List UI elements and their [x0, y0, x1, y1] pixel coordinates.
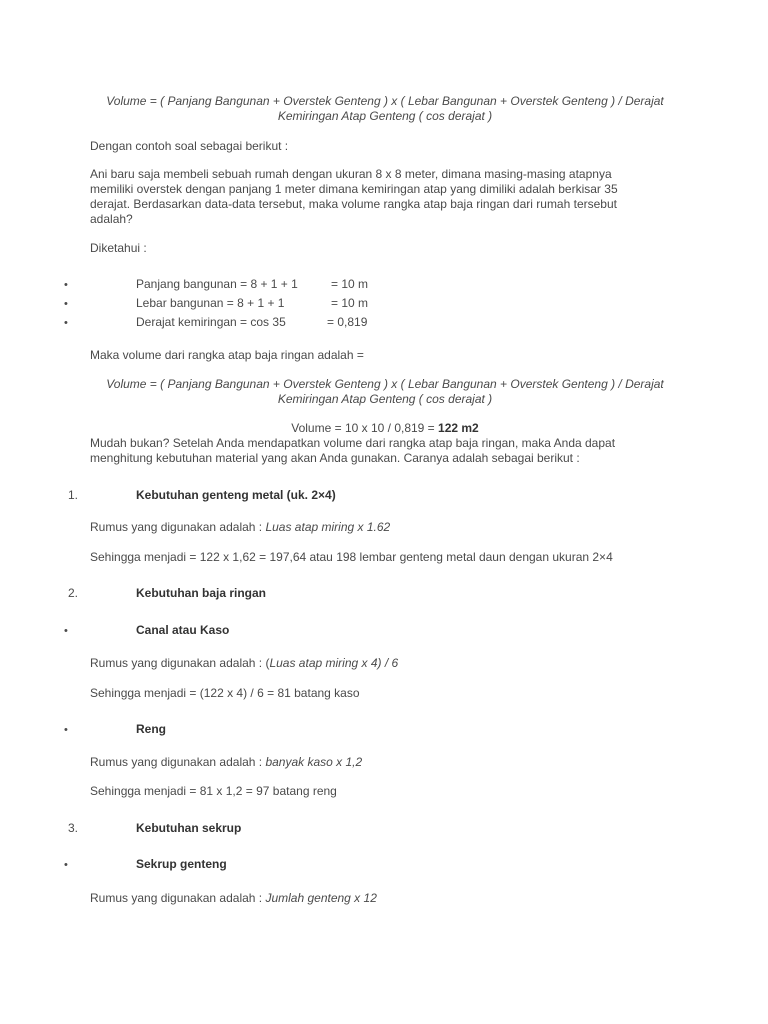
- subsection-title: Canal atau Kaso: [136, 623, 230, 637]
- known-label-text: Derajat kemiringan = cos 35: [136, 315, 286, 329]
- formula-prefix: Rumus yang digunakan adalah :: [90, 520, 266, 534]
- known-value: = 10 m: [331, 296, 369, 310]
- known-label-text: Panjang bangunan = 8 + 1 + 1: [136, 277, 298, 291]
- formula-prefix: Rumus yang digunakan adalah :: [90, 755, 266, 769]
- bullet-icon: •: [64, 724, 68, 736]
- formula-line-2: Kemiringan Atap Genteng ( cos derajat ): [277, 392, 493, 406]
- problem-line: derajat. Berdasarkan data-data tersebut, maka volume rangka atap baja ringan dari rumah tersebut: [90, 197, 617, 211]
- problem-line: Ani baru saja membeli sebuah rumah dengan ukuran 8 x 8 meter, dimana masing-masing atapnya: [90, 167, 612, 181]
- formula-prefix: Rumus yang digunakan adalah :: [90, 891, 266, 905]
- intro-text: Dengan contoh soal sebagai berikut :: [90, 139, 289, 153]
- bullet-icon: •: [64, 859, 68, 871]
- volume-result-prefix: Volume = 10 x 10 / 0,819 =: [291, 421, 439, 435]
- result-text: Sehingga menjadi = 81 x 1,2 = 97 batang reng: [90, 784, 337, 798]
- problem-line: memiliki overstek dengan panjang 1 meter dimana kemiringan atap yang dimiliki adalah berkisar 35: [90, 182, 618, 196]
- section-number: 2.: [68, 586, 79, 600]
- formula-expression: Luas atap miring x 1.62: [265, 520, 391, 534]
- formula-expression: banyak kaso x 1,2: [265, 755, 363, 769]
- result-text: Sehingga menjadi = 122 x 1,62 = 197,64 atau 198 lembar genteng metal daun dengan ukuran 2×4: [90, 550, 613, 564]
- bullet-icon: •: [64, 298, 68, 310]
- subsection-title: Reng: [136, 722, 166, 736]
- known-value: = 10 m: [331, 277, 369, 291]
- section-number: 1.: [68, 488, 79, 502]
- section-title: Kebutuhan sekrup: [136, 821, 242, 835]
- volume-result-value: 122 m2: [438, 421, 479, 435]
- volume-result: [60, 421, 710, 436]
- section-title: Kebutuhan baja ringan: [136, 586, 267, 600]
- then-text: Maka volume dari rangka atap baja ringan adalah =: [90, 348, 364, 362]
- formula-prefix: Rumus yang digunakan adalah : (: [90, 656, 270, 670]
- section-number: 3.: [68, 821, 79, 835]
- formula-expression: Luas atap miring x 4) / 6: [269, 656, 399, 670]
- formula-line-2: Kemiringan Atap Genteng ( cos derajat ): [277, 109, 493, 123]
- result-text: Sehingga menjadi = (122 x 4) / 6 = 81 batang kaso: [90, 686, 360, 700]
- formula-line-1: Volume = ( Panjang Bangunan + Overstek Genteng ) x ( Lebar Bangunan + Overstek Genteng ) / Derajat: [106, 94, 664, 108]
- known-value: = 0,819: [327, 315, 368, 329]
- bullet-icon: •: [64, 279, 68, 291]
- subsection-title: Sekrup genteng: [136, 857, 227, 871]
- bullet-icon: •: [64, 317, 68, 329]
- bullet-icon: •: [64, 625, 68, 637]
- problem-line: adalah?: [90, 212, 133, 226]
- formula-text: [90, 520, 390, 535]
- formula-text: [90, 656, 398, 671]
- easy-line: menghitung kebutuhan material yang akan Anda gunakan. Caranya adalah sebagai berikut :: [90, 451, 580, 465]
- easy-line: Mudah bukan? Setelah Anda mendapatkan volume dari rangka atap baja ringan, maka Anda dapat: [90, 436, 616, 450]
- formula-text: [90, 755, 362, 770]
- section-title: Kebutuhan genteng metal (uk. 2×4): [136, 488, 336, 502]
- formula-expression: Jumlah genteng x 12: [265, 891, 377, 905]
- known-label: Diketahui :: [90, 241, 147, 255]
- formula-line-1: Volume = ( Panjang Bangunan + Overstek Genteng ) x ( Lebar Bangunan + Overstek Genteng ) / Derajat: [106, 377, 664, 391]
- known-label-text: Lebar bangunan = 8 + 1 + 1: [136, 296, 285, 310]
- formula-text: [90, 891, 377, 906]
